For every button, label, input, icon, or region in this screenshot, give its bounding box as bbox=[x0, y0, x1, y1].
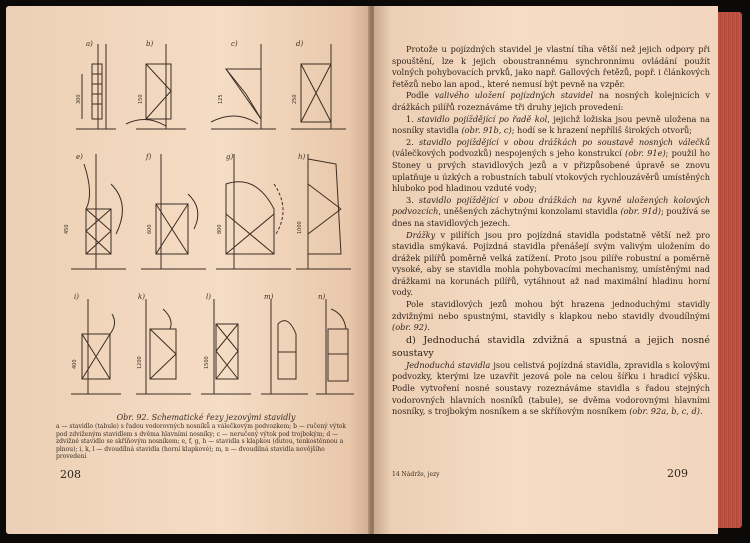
panel-f-drawing bbox=[141, 154, 206, 269]
dim-label: 400 bbox=[72, 359, 78, 369]
dim-label: 600 bbox=[147, 224, 153, 234]
paragraph: Protože u pojízdných stavidel je vlastní tíha větší než jejich odpory při spouštění, lze k jejich oboustrannému synchronnímu ovládání použít volných pohybovacích prvků, jako např. Gallových řetězů, popř. i článkových řetězů nebo lan apod., které nemusí být pevně na vzpěr. bbox=[392, 44, 710, 89]
dim-label: 800 bbox=[217, 224, 223, 234]
panel-e-drawing bbox=[71, 154, 126, 269]
panel-label-e: e) bbox=[76, 153, 83, 161]
page-number-left: 208 bbox=[60, 468, 81, 481]
running-footer: 14 Nádrže, jezy bbox=[392, 471, 440, 478]
panel-label-h: h) bbox=[298, 153, 306, 161]
section-heading: d) Jednoduchá stavidla zdvižná a spustná a jejich nosné soustavy bbox=[392, 334, 710, 359]
panel-n-drawing bbox=[316, 299, 354, 394]
gate-sections-figure bbox=[46, 34, 356, 409]
panel-label-n: n) bbox=[318, 293, 326, 301]
panel-h-drawing bbox=[296, 154, 351, 269]
body-text bbox=[392, 44, 710, 418]
panel-label-f: f) bbox=[146, 153, 152, 161]
panel-label-d: d) bbox=[296, 40, 304, 48]
figure-drawing bbox=[46, 34, 356, 409]
panel-label-g: g) bbox=[226, 153, 234, 161]
panel-k-drawing bbox=[136, 299, 191, 394]
dim-label: 150 bbox=[138, 94, 144, 104]
page-edges bbox=[718, 12, 742, 528]
dim-label: 1200 bbox=[137, 356, 143, 369]
list-item: 2. stavidlo pojíždějící v obou drážkách po soustavě nosných válečků (válečkových podvozků) nespojených s jeho konstrukcí (obr. 91e); použil ho Stoney u prvých stavidlových jezů a v přizpůsobené úpravě se znovu uplatňuje u úzkých a robustních tabulí vtokových rychlouzávěrů umístěných hluboko pod hladinou vzduté vody; bbox=[392, 136, 710, 194]
open-book bbox=[6, 6, 742, 534]
panel-label-m: m) bbox=[264, 293, 274, 301]
panel-label-k: k) bbox=[138, 293, 145, 301]
panel-a-drawing bbox=[76, 44, 116, 129]
panel-g-drawing bbox=[216, 154, 291, 269]
panel-label-l: l) bbox=[206, 293, 211, 301]
dim-label: 300 bbox=[76, 94, 82, 104]
paragraph: Podle valivého uložení pojízdných stavidel na nosných kolejnicích v drážkách pilířů rozeznáváme tři druhy jejich provedení: bbox=[392, 90, 710, 112]
paragraph: Pole stavidlových jezů mohou být hrazena jednoduchými stavidly zdvižnými nebo spustnými, stavidly s klapkou nebo stavidly dvoudílnými (obr. 92). bbox=[392, 299, 710, 333]
dim-label: 450 bbox=[64, 224, 70, 234]
dim-label: 250 bbox=[292, 94, 298, 104]
page-number-right: 209 bbox=[667, 467, 688, 480]
panel-c-drawing bbox=[211, 44, 276, 129]
paragraph: Drážky v pilířích jsou pro pojízdná stavidla podstatně větší než pro stavidla smýkavá. Pojízdná stavidla přenášejí svým valivým uložením do drážek pilířů poměrně velká zatížení. Proto jsou pilíře robustní a poměrně vysoké, aby se stavidla mohla pohybovacími mechanismy, umístěnými nad drážkami na korunách pilířů, vytáhnout až nad maximální hladinu horní vody. bbox=[392, 229, 710, 298]
panel-label-c: c) bbox=[231, 40, 238, 48]
panel-d-drawing bbox=[291, 44, 346, 129]
figure-caption bbox=[56, 414, 356, 460]
panel-label-i: i) bbox=[74, 293, 79, 301]
caption-text: a — stavidlo (tabule) s řadou vodorovných nosníků a válečkovým podvozkem; b — ručený výtok pod zdviženým stavidlem s dvěma hlavními nosníky; c — neručený výtok pod trojbokým; d — zdvižné stavidlo se skříňovým nosníkem; e, f, g, h — stavidla s klapkou (dutou, tenkostěnnou a plnou); i, k, l — dvoudílná stavidla (horní klapkové); m, n — dvoudílná stavidla novějšího provedení bbox=[56, 423, 346, 461]
left-page bbox=[6, 6, 370, 534]
panel-i-drawing bbox=[71, 299, 121, 394]
dim-label: 1500 bbox=[204, 356, 210, 369]
caption-title: Obr. 92. Schematické řezy jezovými stavidly bbox=[116, 413, 296, 422]
panel-label-b: b) bbox=[146, 40, 154, 48]
dim-label: 1000 bbox=[297, 221, 303, 234]
paragraph: Jednoduchá stavidla jsou celistvá pojízdná stavidla, zpravidla s kolovými podvozky, kterými lze uzavřít jezová pole na celou šířku i hradicí výšku. Podle vytvoření nosné soustavy rozeznáváme stavidla s řadou stejných vodorovných hlavních nosníků (tabule), se dvěma vodorovnými hlavními nosníky, s trojbokým nosníkem a se skříňovým nosníkem (obr. 92a, b, c, d). bbox=[392, 359, 710, 417]
panel-m-drawing bbox=[261, 299, 308, 394]
panel-b-drawing bbox=[126, 44, 186, 129]
panel-l-drawing bbox=[201, 299, 251, 394]
panel-label-a: a) bbox=[86, 40, 93, 48]
list-item: 3. stavidlo pojíždějící v obou drážkách na kyvně uložených kolových podvozcích, uněšených záchytnými konzolami stavidla (obr. 91d); používá se dnes na stavidlových jezech. bbox=[392, 194, 711, 228]
list-item: 1. stavidlo pojíždějící po řadě kol, jejichž ložiska jsou pevně uložena na nosníky stavidla (obr. 91b, c); hodí se k hrazení nepříliš širokých otvorů; bbox=[392, 113, 710, 136]
dim-label: 125 bbox=[218, 94, 224, 104]
right-page bbox=[374, 6, 718, 534]
